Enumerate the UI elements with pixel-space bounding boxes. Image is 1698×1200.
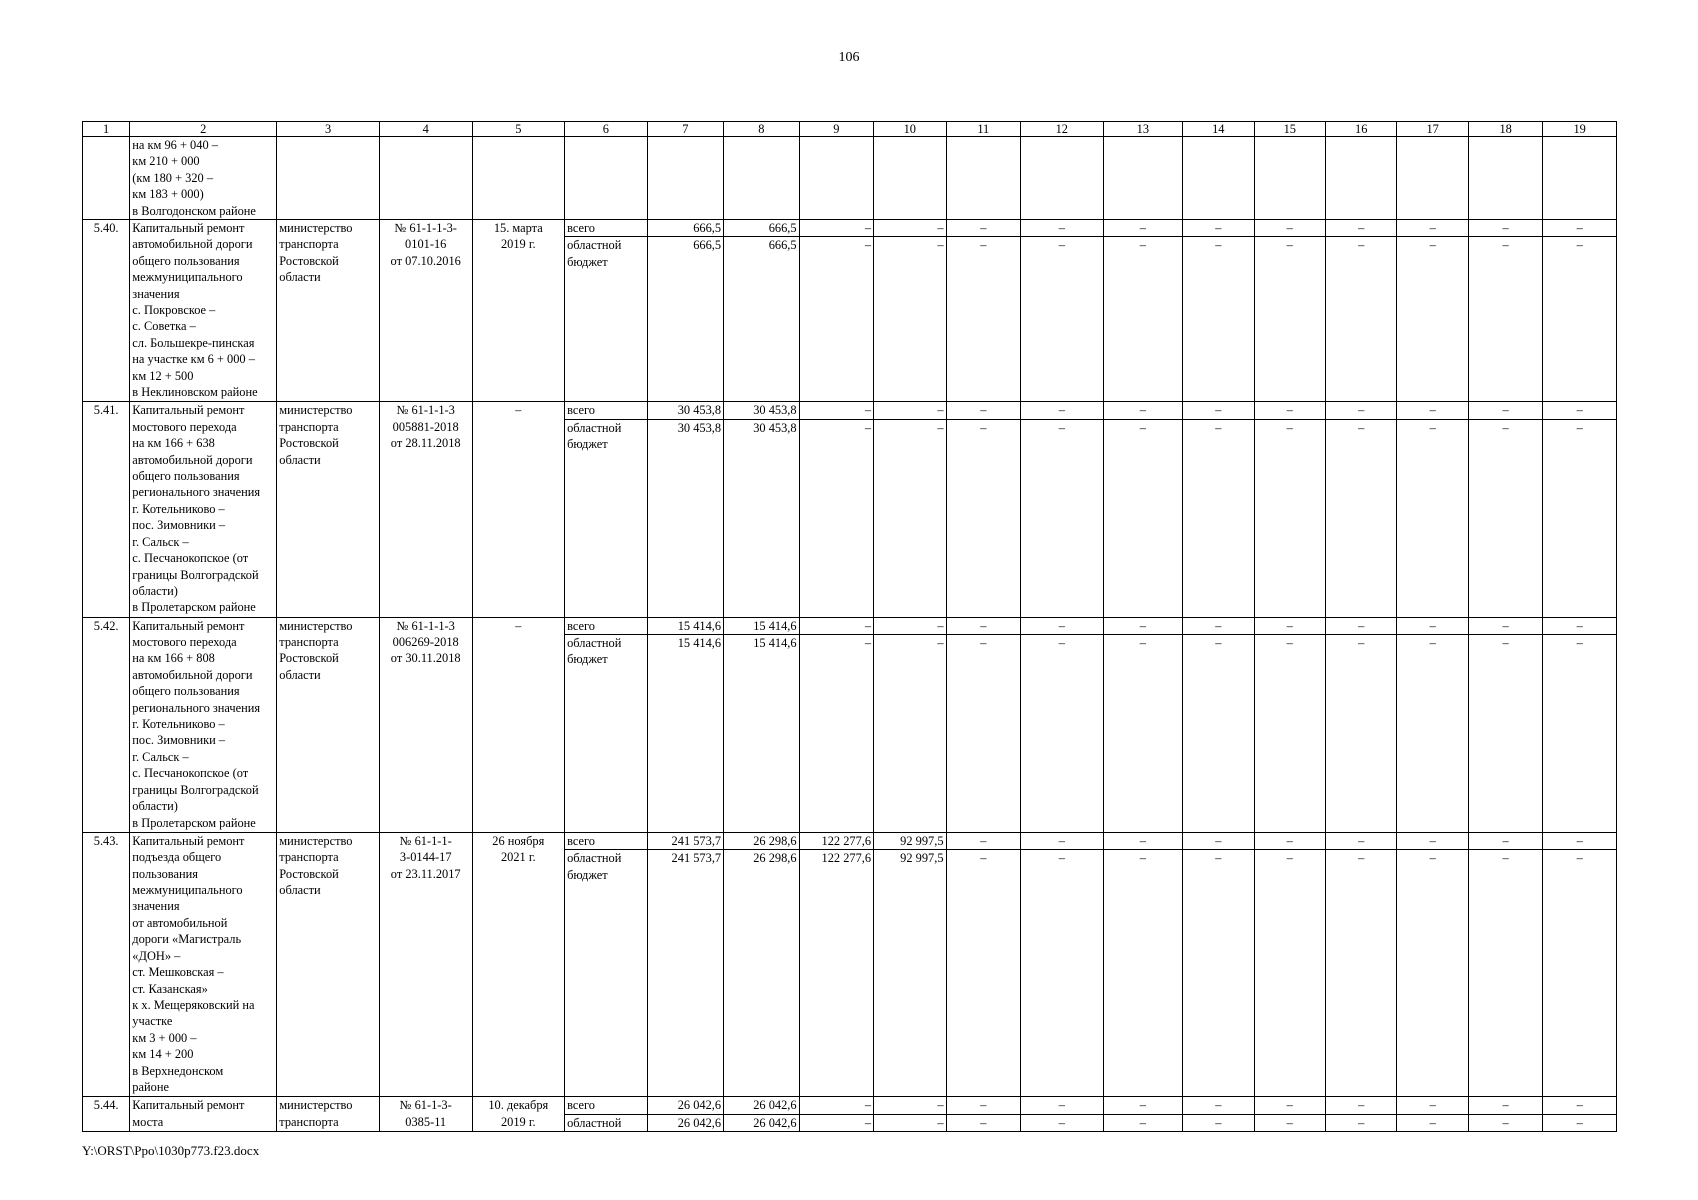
amount-cell: – — [1543, 220, 1617, 237]
column-number: 17 — [1397, 122, 1468, 137]
amount-cell: – — [1325, 1114, 1396, 1131]
object-name-cell: Капитальный ремонт мостового перехода на км 166 + 638 автомобильной дороги общего пользования регионального значения г. Котельниково – пос. Зимовники – г. Сальск – с. Песчанокопское (от границы Волгоградской области) в Пролетарском районе — [130, 402, 277, 617]
row-number-cell — [83, 137, 130, 220]
amount-cell: 30 453,8 — [724, 402, 799, 419]
amount-cell: – — [1021, 402, 1104, 419]
page-number: 106 — [838, 50, 860, 65]
column-number: 10 — [874, 122, 946, 137]
amount-cell: – — [1543, 635, 1617, 833]
column-number: 19 — [1543, 122, 1617, 137]
amount-cell: – — [1183, 1097, 1254, 1114]
amount-cell: – — [1543, 617, 1617, 634]
amount-cell: 666,5 — [724, 237, 799, 402]
amount-cell: – — [1103, 850, 1183, 1097]
amount-cell: – — [1397, 220, 1468, 237]
column-number: 15 — [1254, 122, 1325, 137]
amount-cell: – — [1397, 237, 1468, 402]
data-table — [82, 121, 1617, 1132]
document-cell: № 61-1-3- 0385-11 — [379, 1097, 472, 1132]
amount-cell: – — [1254, 832, 1325, 849]
deadline-cell: – — [472, 617, 565, 832]
object-name-cell: на км 96 + 040 – км 210 + 000 (км 180 + 320 – км 183 + 000) в Волгодонском районе — [130, 137, 277, 220]
amount-cell: – — [1254, 402, 1325, 419]
column-number: 16 — [1325, 122, 1396, 137]
row-number-cell: 5.40. — [83, 220, 130, 402]
empty-cell — [1468, 137, 1542, 220]
amount-cell: – — [1543, 402, 1617, 419]
document-cell: № 61-1-1-3 005881-2018 от 28.11.2018 — [379, 402, 472, 617]
amount-cell: – — [1468, 419, 1542, 617]
deadline-cell: 10. декабря 2019 г. — [472, 1097, 565, 1132]
amount-cell: – — [799, 402, 873, 419]
amount-cell: – — [1397, 1114, 1468, 1131]
column-number: 14 — [1183, 122, 1254, 137]
amount-cell: – — [1103, 635, 1183, 833]
amount-cell: – — [1103, 832, 1183, 849]
amount-cell: – — [946, 635, 1020, 833]
object-name-cell: Капитальный ремонт автомобильной дороги общего пользования межмуниципального значения с. Покровское – с. Советка – сл. Большекре-пинская на участке км 6 + 000 – км 12 + 500 в Неклиновском районе — [130, 220, 277, 402]
amount-cell: – — [1103, 617, 1183, 634]
amount-cell: – — [1021, 1097, 1104, 1114]
amount-cell: – — [946, 237, 1020, 402]
amount-cell: – — [1543, 1114, 1617, 1131]
empty-cell — [565, 137, 648, 220]
table-row-total — [83, 220, 1617, 237]
amount-cell: – — [1325, 402, 1396, 419]
customer-cell: министерство транспорта Ростовской области — [277, 832, 380, 1096]
customer-cell: министерство транспорта Ростовской области — [277, 402, 380, 617]
amount-cell: – — [874, 635, 946, 833]
amount-cell: – — [874, 1114, 946, 1131]
amount-cell: – — [1183, 220, 1254, 237]
amount-cell: – — [1325, 617, 1396, 634]
amount-cell: – — [1254, 237, 1325, 402]
empty-cell — [874, 137, 946, 220]
amount-cell: – — [1468, 832, 1542, 849]
empty-cell — [799, 137, 873, 220]
column-number: 11 — [946, 122, 1020, 137]
amount-cell: 666,5 — [724, 220, 799, 237]
amount-cell: – — [799, 1097, 873, 1114]
amount-cell: 26 042,6 — [647, 1114, 723, 1131]
amount-cell: – — [946, 850, 1020, 1097]
amount-cell: – — [1254, 617, 1325, 634]
amount-cell: – — [799, 1114, 873, 1131]
column-number: 1 — [83, 122, 130, 137]
amount-cell: – — [946, 617, 1020, 634]
amount-cell: – — [1468, 237, 1542, 402]
column-number: 18 — [1468, 122, 1542, 137]
column-number: 13 — [1103, 122, 1183, 137]
amount-cell: – — [1543, 1097, 1617, 1114]
table-row-total — [83, 402, 1617, 419]
amount-cell: – — [1254, 850, 1325, 1097]
column-number: 9 — [799, 122, 873, 137]
empty-cell — [1183, 137, 1254, 220]
amount-cell: – — [946, 220, 1020, 237]
funding-source-cell: областной бюджет — [565, 850, 648, 1097]
funding-source-cell: всего — [565, 832, 648, 849]
deadline-cell: – — [472, 402, 565, 617]
amount-cell: – — [1183, 617, 1254, 634]
amount-cell: – — [1021, 237, 1104, 402]
amount-cell: – — [874, 220, 946, 237]
column-number: 5 — [472, 122, 565, 137]
amount-cell: – — [874, 419, 946, 617]
empty-cell — [1325, 137, 1396, 220]
amount-cell: – — [1183, 832, 1254, 849]
empty-cell — [1397, 137, 1468, 220]
amount-cell: – — [874, 1097, 946, 1114]
customer-cell: министерство транспорта — [277, 1097, 380, 1132]
amount-cell: – — [1183, 419, 1254, 617]
amount-cell: – — [946, 402, 1020, 419]
amount-cell: 26 298,6 — [724, 850, 799, 1097]
amount-cell: 92 997,5 — [874, 832, 946, 849]
amount-cell: 15 414,6 — [724, 635, 799, 833]
empty-cell — [379, 137, 472, 220]
amount-cell: – — [799, 617, 873, 634]
amount-cell: 26 298,6 — [724, 832, 799, 849]
amount-cell: – — [1325, 237, 1396, 402]
amount-cell: – — [1468, 1114, 1542, 1131]
amount-cell: – — [1183, 402, 1254, 419]
document-cell: № 61-1-1- 3-0144-17 от 23.11.2017 — [379, 832, 472, 1096]
amount-cell: – — [1103, 419, 1183, 617]
object-name-cell: Капитальный ремонт подъезда общего пользования межмуниципального значения от автомобильной дороги «Магистраль «ДОН» – ст. Мешковская – ст. Казанская» к х. Мещеряковский на участке км 3 + 000 – км 14 + 200 в Верхнедонском районе — [130, 832, 277, 1096]
amount-cell: – — [1183, 1114, 1254, 1131]
amount-cell: – — [1103, 1114, 1183, 1131]
funding-source-cell: областной бюджет — [565, 237, 648, 402]
empty-cell — [1103, 137, 1183, 220]
amount-cell: – — [799, 635, 873, 833]
amount-cell: – — [946, 1114, 1020, 1131]
amount-cell: – — [1021, 635, 1104, 833]
amount-cell: – — [1183, 237, 1254, 402]
amount-cell: – — [1543, 237, 1617, 402]
amount-cell: – — [1021, 419, 1104, 617]
amount-cell: 92 997,5 — [874, 850, 946, 1097]
column-number: 7 — [647, 122, 723, 137]
amount-cell: – — [1397, 635, 1468, 833]
amount-cell: – — [1543, 832, 1617, 849]
amount-cell: – — [1183, 635, 1254, 833]
funding-source-cell: всего — [565, 1097, 648, 1114]
column-number: 12 — [1021, 122, 1104, 137]
amount-cell: 15 414,6 — [647, 635, 723, 833]
amount-cell: – — [1021, 617, 1104, 634]
amount-cell: – — [1254, 635, 1325, 833]
row-number-cell: 5.44. — [83, 1097, 130, 1132]
row-number-cell: 5.42. — [83, 617, 130, 832]
column-number: 2 — [130, 122, 277, 137]
row-number-cell: 5.43. — [83, 832, 130, 1096]
column-number: 4 — [379, 122, 472, 137]
amount-cell: – — [1103, 1097, 1183, 1114]
amount-cell: – — [1254, 220, 1325, 237]
amount-cell: – — [946, 419, 1020, 617]
amount-cell: – — [946, 1097, 1020, 1114]
funding-source-cell: областной — [565, 1114, 648, 1131]
amount-cell: 666,5 — [647, 220, 723, 237]
amount-cell: – — [1183, 850, 1254, 1097]
continuation-row — [83, 137, 1617, 220]
object-name-cell: Капитальный ремонт моста — [130, 1097, 277, 1132]
amount-cell: – — [1021, 832, 1104, 849]
amount-cell: 30 453,8 — [647, 419, 723, 617]
amount-cell: – — [874, 402, 946, 419]
amount-cell: – — [1468, 635, 1542, 833]
column-number: 8 — [724, 122, 799, 137]
amount-cell: – — [1325, 1097, 1396, 1114]
column-number: 3 — [277, 122, 380, 137]
amount-cell: – — [1254, 419, 1325, 617]
amount-cell: – — [1325, 635, 1396, 833]
amount-cell: 241 573,7 — [647, 850, 723, 1097]
amount-cell: – — [1325, 419, 1396, 617]
amount-cell: – — [1468, 402, 1542, 419]
empty-cell — [472, 137, 565, 220]
amount-cell: – — [799, 220, 873, 237]
amount-cell: – — [1468, 1097, 1542, 1114]
funding-source-cell: областной бюджет — [565, 419, 648, 617]
amount-cell: – — [1325, 832, 1396, 849]
table-row-total — [83, 1097, 1617, 1114]
amount-cell: – — [1021, 1114, 1104, 1131]
amount-cell: – — [1325, 220, 1396, 237]
amount-cell: 15 414,6 — [647, 617, 723, 634]
deadline-cell: 26 ноября 2021 г. — [472, 832, 565, 1096]
amount-cell: – — [1468, 850, 1542, 1097]
amount-cell: – — [1103, 220, 1183, 237]
amount-cell: – — [1021, 850, 1104, 1097]
amount-cell: – — [1468, 617, 1542, 634]
amount-cell: 666,5 — [647, 237, 723, 402]
deadline-cell: 15. марта 2019 г. — [472, 220, 565, 402]
amount-cell: – — [1254, 1114, 1325, 1131]
amount-cell: 30 453,8 — [724, 419, 799, 617]
amount-cell: – — [1543, 419, 1617, 617]
document-cell: № 61-1-1-3- 0101-16 от 07.10.2016 — [379, 220, 472, 402]
amount-cell: – — [946, 832, 1020, 849]
amount-cell: – — [874, 237, 946, 402]
amount-cell: – — [799, 419, 873, 617]
amount-cell: 15 414,6 — [724, 617, 799, 634]
amount-cell: – — [1397, 419, 1468, 617]
amount-cell: – — [1325, 850, 1396, 1097]
amount-cell: 30 453,8 — [647, 402, 723, 419]
amount-cell: – — [1397, 402, 1468, 419]
amount-cell: 26 042,6 — [724, 1097, 799, 1114]
header-row — [83, 122, 1617, 137]
amount-cell: 241 573,7 — [647, 832, 723, 849]
empty-cell — [647, 137, 723, 220]
amount-cell: – — [874, 617, 946, 634]
row-number-cell: 5.41. — [83, 402, 130, 617]
funding-source-cell: всего — [565, 402, 648, 419]
empty-cell — [724, 137, 799, 220]
customer-cell: министерство транспорта Ростовской области — [277, 220, 380, 402]
amount-cell: 122 277,6 — [799, 832, 873, 849]
amount-cell: – — [1103, 237, 1183, 402]
amount-cell: – — [1468, 220, 1542, 237]
amount-cell: – — [1397, 617, 1468, 634]
empty-cell — [1021, 137, 1104, 220]
amount-cell: – — [1397, 850, 1468, 1097]
empty-cell — [1254, 137, 1325, 220]
amount-cell: – — [799, 237, 873, 402]
amount-cell: 26 042,6 — [724, 1114, 799, 1131]
file-path-footer: Y:\ORST\Ppo\1030p773.f23.docx — [82, 1143, 260, 1158]
amount-cell: – — [1021, 220, 1104, 237]
empty-cell — [946, 137, 1020, 220]
amount-cell: – — [1397, 832, 1468, 849]
customer-cell: министерство транспорта Ростовской области — [277, 617, 380, 832]
amount-cell: – — [1543, 850, 1617, 1097]
funding-source-cell: областной бюджет — [565, 635, 648, 833]
funding-source-cell: всего — [565, 220, 648, 237]
document-cell: № 61-1-1-3 006269-2018 от 30.11.2018 — [379, 617, 472, 832]
table-row-total — [83, 617, 1617, 634]
amount-cell: – — [1103, 402, 1183, 419]
empty-cell — [1543, 137, 1617, 220]
table-row-total — [83, 832, 1617, 849]
funding-source-cell: всего — [565, 617, 648, 634]
object-name-cell: Капитальный ремонт мостового перехода на км 166 + 808 автомобильной дороги общего пользования регионального значения г. Котельниково – пос. Зимовники – г. Сальск – с. Песчанокопское (от границы Волгоградской области) в Пролетарском районе — [130, 617, 277, 832]
amount-cell: 26 042,6 — [647, 1097, 723, 1114]
amount-cell: – — [1254, 1097, 1325, 1114]
amount-cell: 122 277,6 — [799, 850, 873, 1097]
empty-cell — [277, 137, 380, 220]
amount-cell: – — [1397, 1097, 1468, 1114]
column-number: 6 — [565, 122, 648, 137]
